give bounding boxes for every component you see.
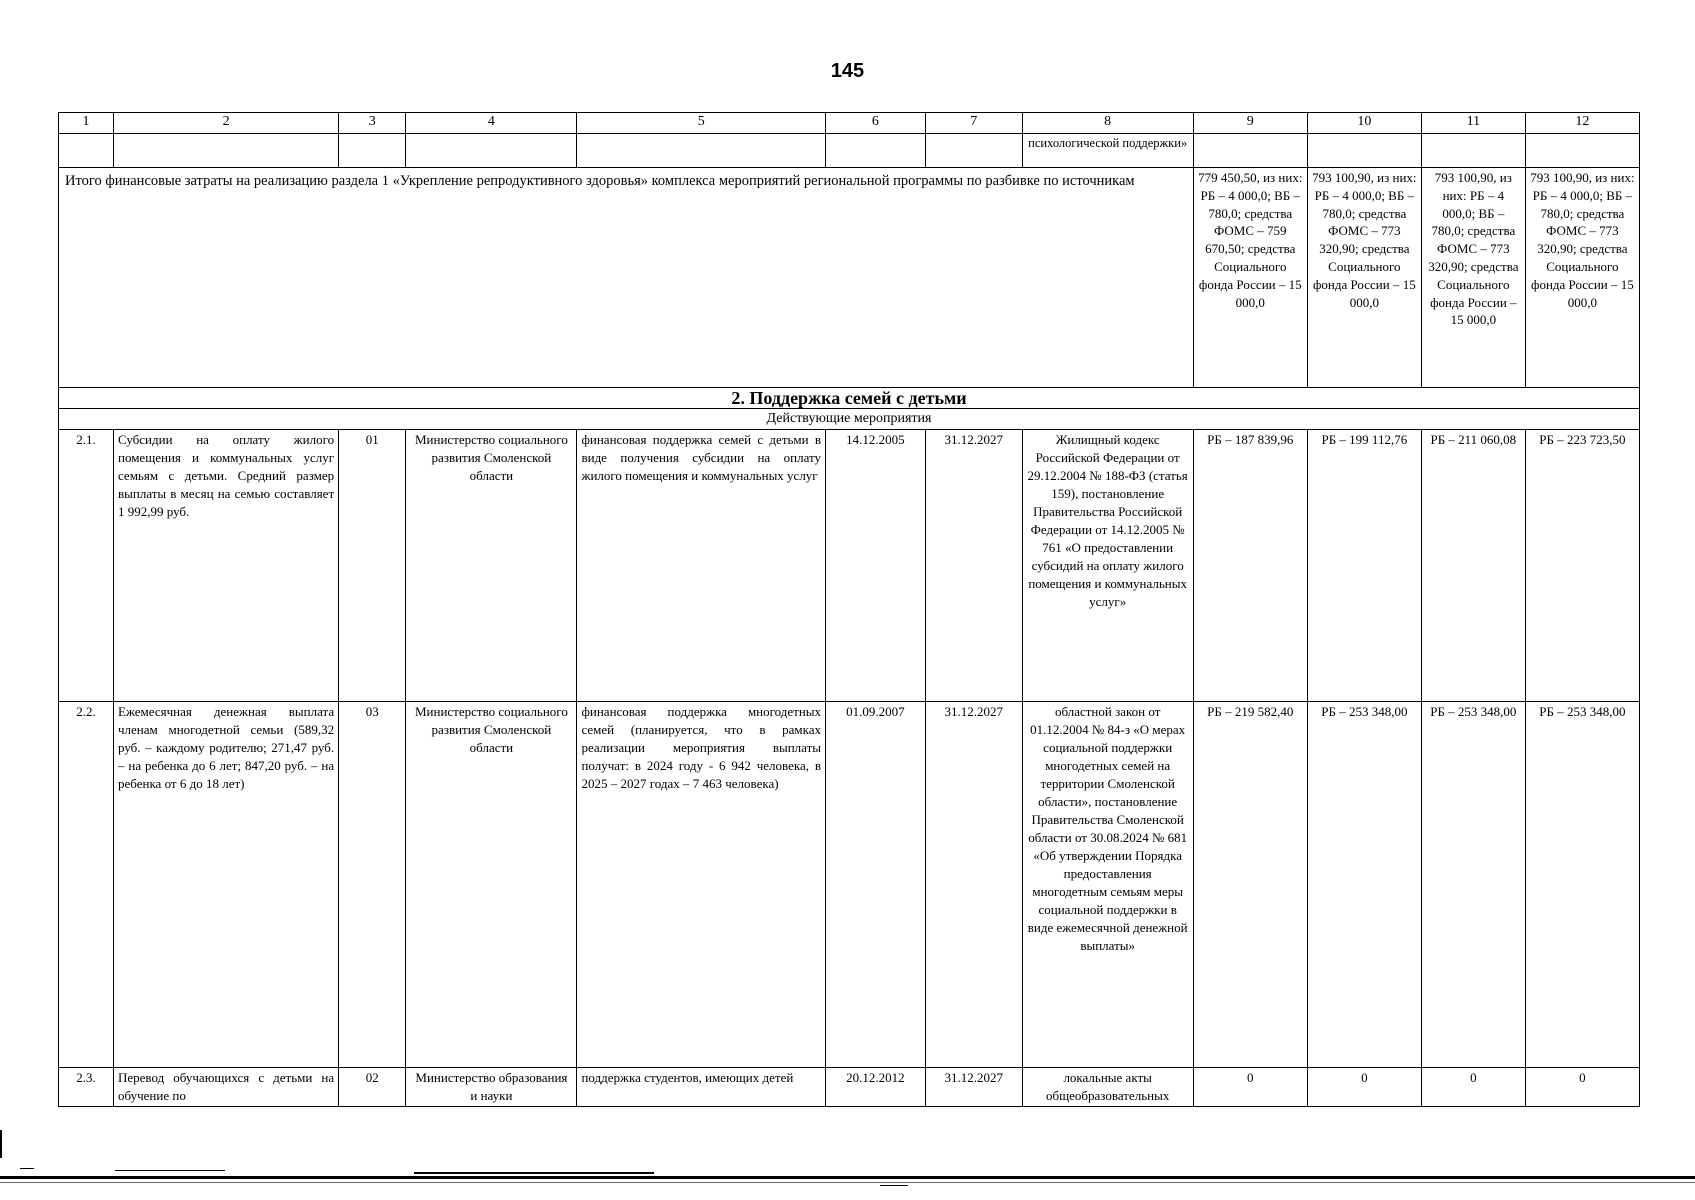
- continuation-text: психологической поддержки»: [1022, 134, 1193, 168]
- measure-code: 01: [339, 430, 406, 702]
- scan-edge-line: [0, 1182, 1695, 1183]
- measure-code: 03: [339, 702, 406, 1068]
- header-cell: 6: [826, 113, 926, 134]
- row-number: 2.1.: [59, 430, 114, 702]
- scan-edge-mark: [414, 1172, 654, 1174]
- end-date: 31.12.2027: [925, 702, 1022, 1068]
- scan-edge-mark: [20, 1168, 34, 1169]
- header-cell: 3: [339, 113, 406, 134]
- page-number: 145: [830, 60, 865, 82]
- table-row: [59, 1068, 1640, 1107]
- funding-2024: РБ – 219 582,40: [1193, 702, 1307, 1068]
- funding-2026: 0: [1421, 1068, 1525, 1107]
- scan-edge-mark: [115, 1170, 225, 1171]
- program-table: [58, 112, 1640, 1107]
- legal-basis: Жилищный кодекс Российской Федерации от 29.12.2004 № 188-ФЗ (статья 159), постановление Правительства Российской Федерации от 14.12.2005 № 761 «О предоставлении субсидий на оплату жилого помещения и коммунальных услуг»: [1022, 430, 1193, 702]
- total-2026: 793 100,90, из них: РБ – 4 000,0; ВБ – 780,0; средства ФОМС – 773 320,90; средства Социального фонда России – 15 000,0: [1421, 168, 1525, 388]
- subsection-title-row: [59, 409, 1640, 430]
- start-date: 20.12.2012: [826, 1068, 926, 1107]
- expected-result: финансовая поддержка многодетных семей (планируется, что в рамках реализации мероприятия выплаты получат: в 2024 году - 6 942 человека, в 2025 – 2027 годах – 7 463 человека): [577, 702, 826, 1068]
- row-number: 2.3.: [59, 1068, 114, 1107]
- measure-code: 02: [339, 1068, 406, 1107]
- subsection-title: Действующие мероприятия: [59, 409, 1640, 430]
- header-cell: 4: [406, 113, 577, 134]
- scan-edge-mark: [880, 1185, 908, 1186]
- expected-result: поддержка студентов, имеющих детей: [577, 1068, 826, 1107]
- end-date: 31.12.2027: [925, 430, 1022, 702]
- column-number-row: [59, 113, 1640, 134]
- funding-2025: РБ – 253 348,00: [1307, 702, 1421, 1068]
- funding-2027: РБ – 253 348,00: [1525, 702, 1639, 1068]
- header-cell: 12: [1525, 113, 1639, 134]
- scan-edge-line: [0, 1176, 1695, 1179]
- header-cell: 10: [1307, 113, 1421, 134]
- scan-edge-mark: [0, 1130, 2, 1158]
- section-title: 2. Поддержка семей с детьми: [59, 388, 1640, 409]
- funding-2024: 0: [1193, 1068, 1307, 1107]
- funding-2026: РБ – 253 348,00: [1421, 702, 1525, 1068]
- total-row: [59, 168, 1640, 388]
- continuation-row: [59, 134, 1640, 168]
- funding-2025: 0: [1307, 1068, 1421, 1107]
- executor: Министерство социального развития Смоленской области: [406, 702, 577, 1068]
- header-cell: 8: [1022, 113, 1193, 134]
- total-2025: 793 100,90, из них: РБ – 4 000,0; ВБ – 780,0; средства ФОМС – 773 320,90; средства Социального фонда России – 15 000,0: [1307, 168, 1421, 388]
- start-date: 01.09.2007: [826, 702, 926, 1068]
- table-row: [59, 702, 1640, 1068]
- header-cell: 7: [925, 113, 1022, 134]
- measure-name: Ежемесячная денежная выплата членам многодетной семьи (589,32 руб. – каждому родителю; 271,47 руб. – на ребенка до 6 лет; 847,20 руб. – на ребенка от 6 до 18 лет): [114, 702, 339, 1068]
- header-cell: 5: [577, 113, 826, 134]
- executor: Министерство социального развития Смоленской области: [406, 430, 577, 702]
- header-cell: 2: [114, 113, 339, 134]
- start-date: 14.12.2005: [826, 430, 926, 702]
- total-2027: 793 100,90, из них: РБ – 4 000,0; ВБ – 780,0; средства ФОМС – 773 320,90; средства Социального фонда России – 15 000,0: [1525, 168, 1639, 388]
- funding-2026: РБ – 211 060,08: [1421, 430, 1525, 702]
- executor: Министерство образования и науки: [406, 1068, 577, 1107]
- expected-result: финансовая поддержка семей с детьми в виде получения субсидии на оплату жилого помещения и коммунальных услуг: [577, 430, 826, 702]
- legal-basis: локальные акты общеобразовательных: [1022, 1068, 1193, 1107]
- table-row: [59, 430, 1640, 702]
- header-cell: 9: [1193, 113, 1307, 134]
- funding-2027: РБ – 223 723,50: [1525, 430, 1639, 702]
- total-label: Итого финансовые затраты на реализацию раздела 1 «Укрепление репродуктивного здоровья» комплекса мероприятий региональной программы по разбивке по источникам: [59, 168, 1194, 388]
- header-cell: 11: [1421, 113, 1525, 134]
- row-number: 2.2.: [59, 702, 114, 1068]
- total-2024: 779 450,50, из них: РБ – 4 000,0; ВБ – 780,0; средства ФОМС – 759 670,50; средства Социального фонда России – 15 000,0: [1193, 168, 1307, 388]
- end-date: 31.12.2027: [925, 1068, 1022, 1107]
- legal-basis: областной закон от 01.12.2004 № 84-з «О мерах социальной поддержки многодетных семей на территории Смоленской области», постановление Правительства Смоленской области от 30.08.2024 № 681 «Об утверждении Порядка предоставления многодетным семьям меры социальной поддержки в виде ежемесячной денежной выплаты»: [1022, 702, 1193, 1068]
- funding-2027: 0: [1525, 1068, 1639, 1107]
- measure-name: Перевод обучающихся с детьми на обучение по: [114, 1068, 339, 1107]
- funding-2024: РБ – 187 839,96: [1193, 430, 1307, 702]
- measure-name: Субсидии на оплату жилого помещения и коммунальных услуг семьям с детьми. Средний размер выплаты в месяц на семью составляет 1 992,99 руб.: [114, 430, 339, 702]
- section-title-row: [59, 388, 1640, 409]
- funding-2025: РБ – 199 112,76: [1307, 430, 1421, 702]
- header-cell: 1: [59, 113, 114, 134]
